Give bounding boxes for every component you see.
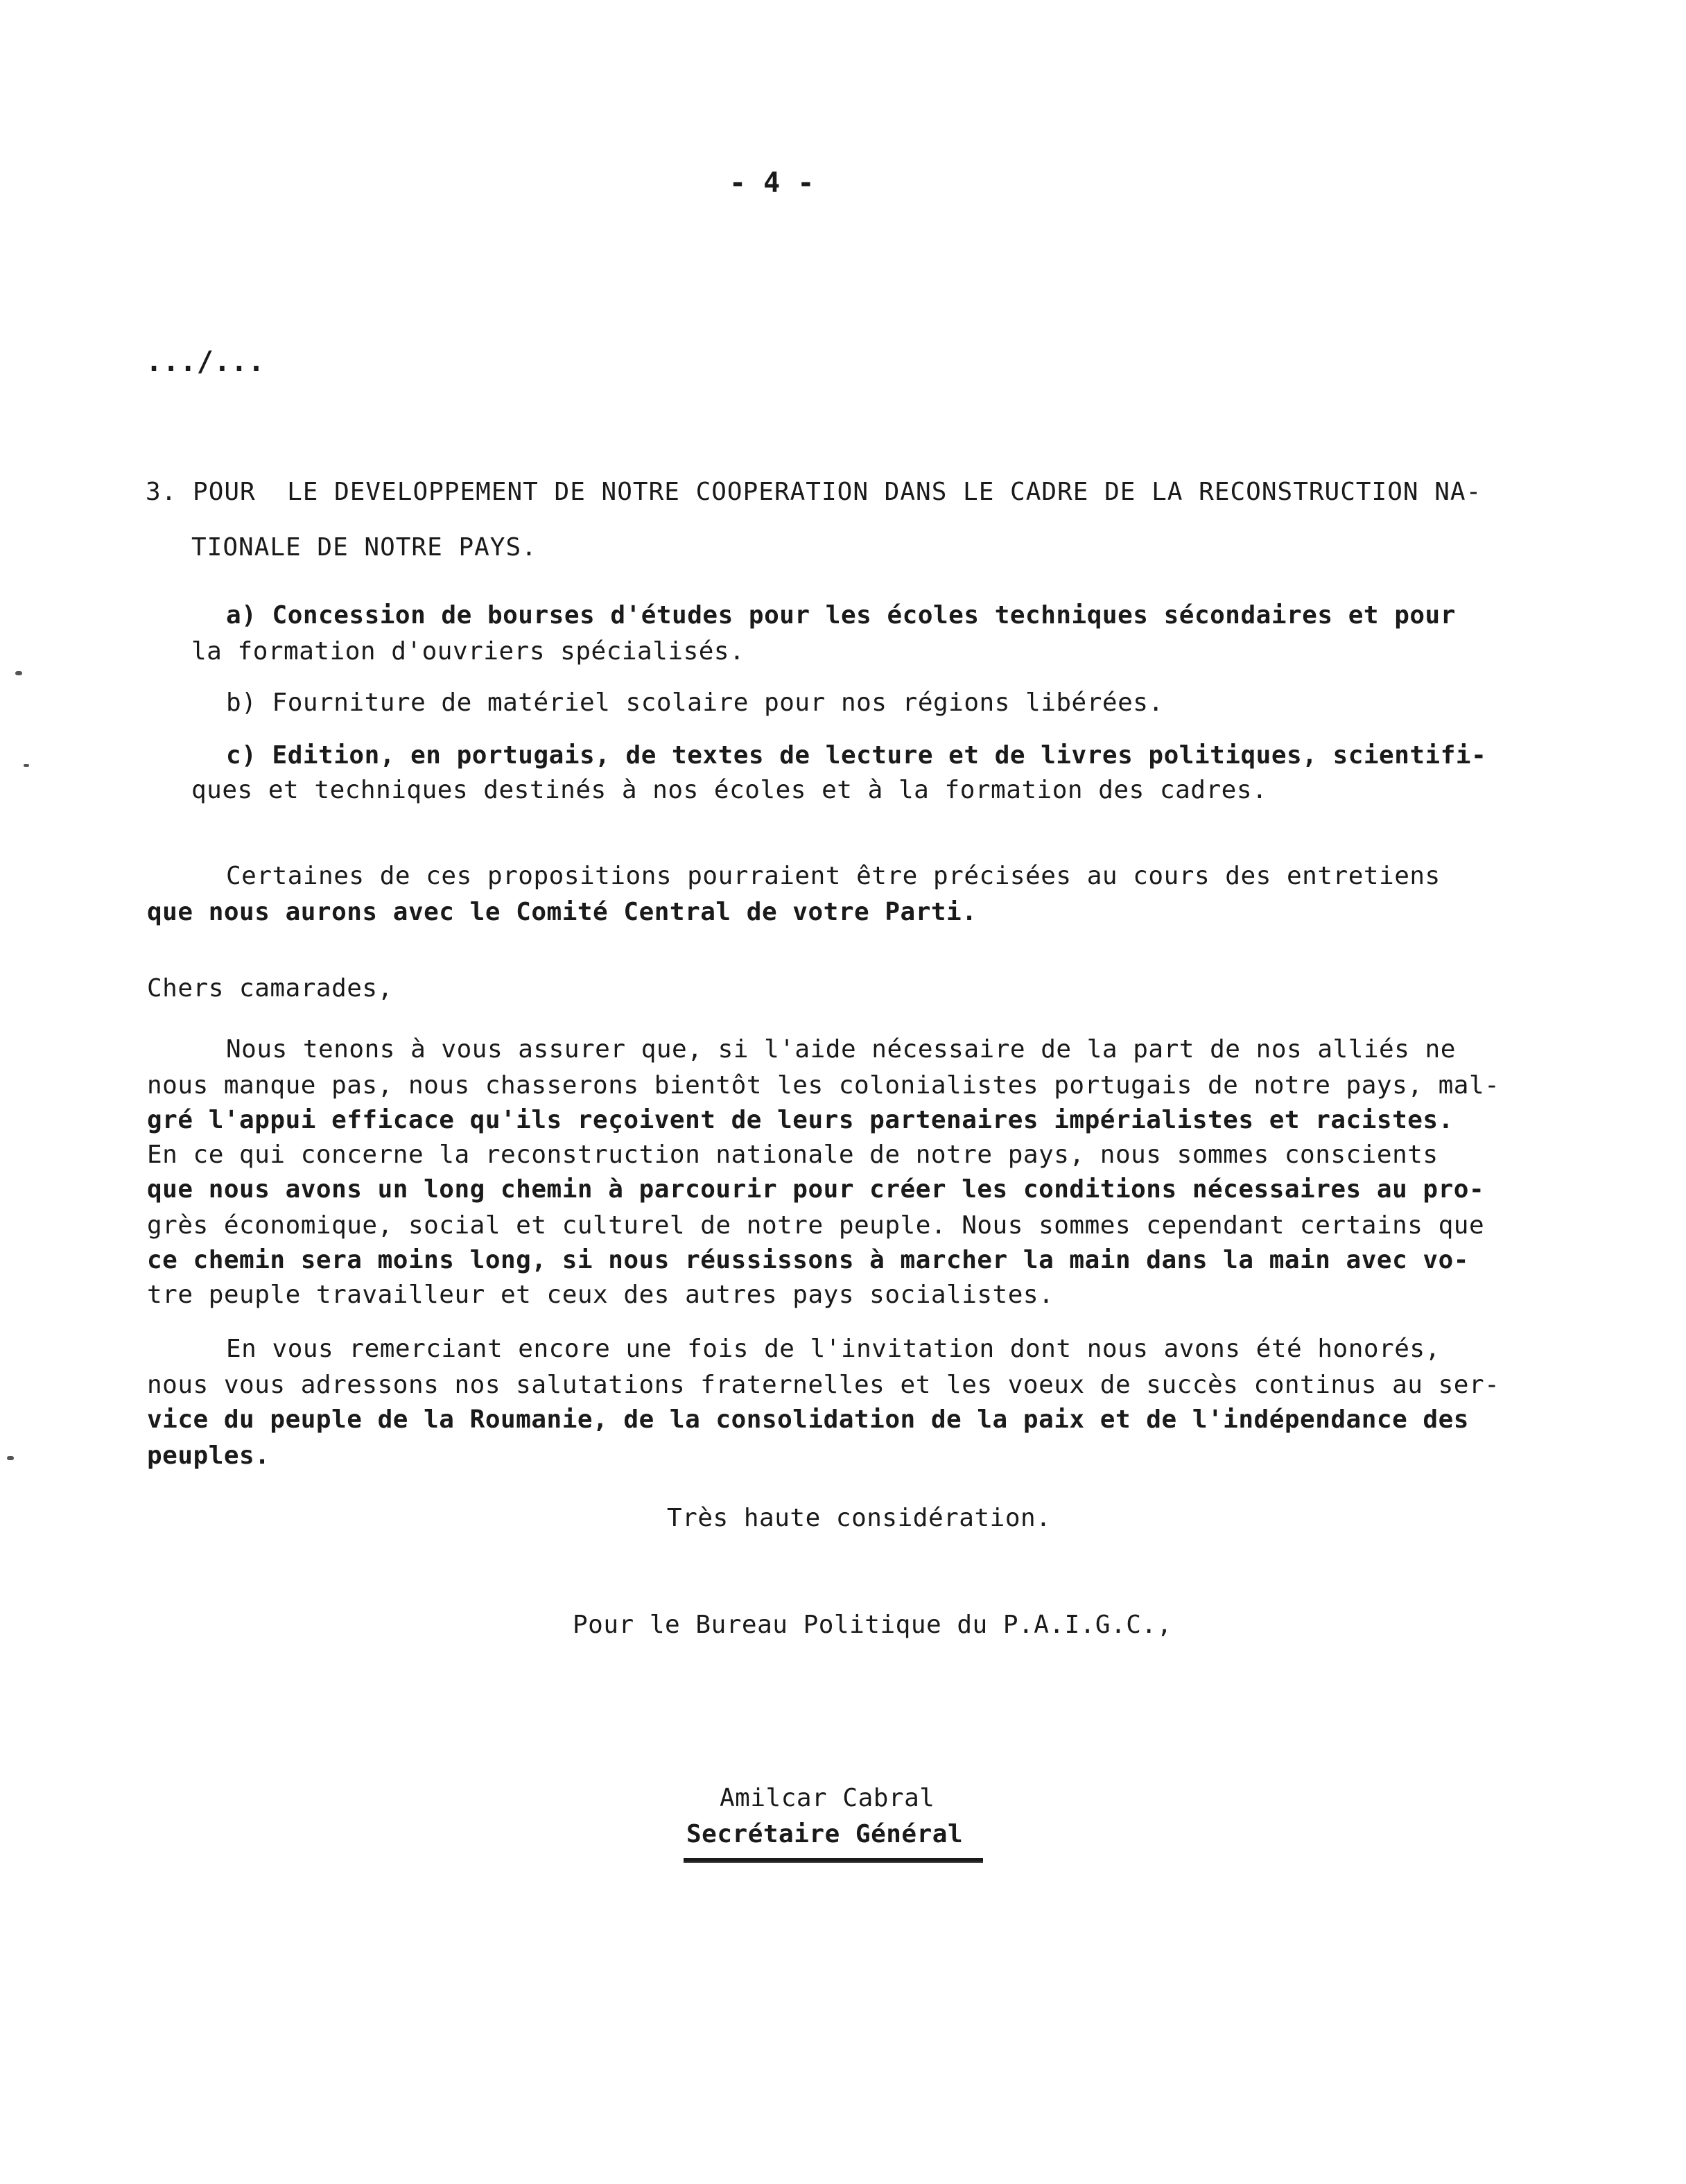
scan-speck [15, 671, 22, 675]
paragraph1-line-3: gré l'appui efficace qu'ils reçoivent de leurs partenaires impérialistes et racistes. [147, 1106, 1454, 1134]
paragraph2-line-1: En vous remerciant encore une fois de l'invitation dont nous avons été honorés, [226, 1335, 1441, 1363]
signature-underline [684, 1858, 983, 1863]
proposals-line-1: Certaines de ces propositions pourraient être précisées au cours des entretiens [226, 862, 1441, 890]
salutation: Chers camarades, [147, 974, 393, 1003]
signatory-name: Amilcar Cabral [720, 1784, 935, 1812]
section-heading-line-1: 3. POUR LE DEVELOPPEMENT DE NOTRE COOPERATION DANS LE CADRE DE LA RECONSTRUCTION NA- [146, 478, 1482, 506]
item-b: b) Fourniture de matériel scolaire pour nos régions libérées. [226, 688, 1164, 717]
scan-speck [24, 764, 29, 767]
paragraph1-line-5: que nous avons un long chemin à parcourir pour créer les conditions nécessaires au pro- [147, 1175, 1485, 1204]
item-a-line-1: a) Concession de bourses d'études pour les écoles techniques sécondaires et pour [226, 601, 1456, 630]
item-c-line-1: c) Edition, en portugais, de textes de lecture et de livres politiques, scientifi- [226, 741, 1487, 770]
paragraph1-line-8: tre peuple travailleur et ceux des autres pays socialistes. [147, 1281, 1054, 1309]
item-c-line-2: ques et techniques destinés à nos écoles et à la formation des cadres. [191, 776, 1268, 804]
item-a-line-2: la formation d'ouvriers spécialisés. [191, 637, 745, 666]
paragraph1-line-2: nous manque pas, nous chasserons bientôt les colonialistes portugais de notre pays, mal- [147, 1071, 1500, 1100]
paragraph2-line-4: peuples. [147, 1441, 270, 1470]
signatory-title: Secrétaire Général [686, 1820, 964, 1848]
proposals-line-2: que nous aurons avec le Comité Central de votre Parti. [147, 898, 977, 926]
page-number: - 4 - [729, 167, 815, 199]
paragraph1-line-7: ce chemin sera moins long, si nous réussissons à marcher la main dans la main avec vo- [147, 1246, 1469, 1274]
paragraph2-line-2: nous vous adressons nos salutations fraternelles et les voeux de succès continus au ser- [147, 1371, 1500, 1399]
section-heading-line-2: TIONALE DE NOTRE PAYS. [191, 533, 537, 562]
bureau-line: Pour le Bureau Politique du P.A.I.G.C., [573, 1611, 1172, 1639]
paragraph2-line-3: vice du peuple de la Roumanie, de la consolidation de la paix et de l'indépendance des [147, 1405, 1469, 1434]
paragraph1-line-4: En ce qui concerne la reconstruction nationale de notre pays, nous sommes conscients [147, 1141, 1439, 1169]
continuation-mark: .../... [146, 346, 266, 378]
paragraph1-line-6: grès économique, social et culturel de notre peuple. Nous sommes cependant certains que [147, 1211, 1485, 1240]
closing-formula: Très haute considération. [667, 1504, 1052, 1532]
paragraph1-line-1: Nous tenons à vous assurer que, si l'aide nécessaire de la part de nos alliés ne [226, 1035, 1456, 1064]
scan-speck [7, 1456, 14, 1460]
